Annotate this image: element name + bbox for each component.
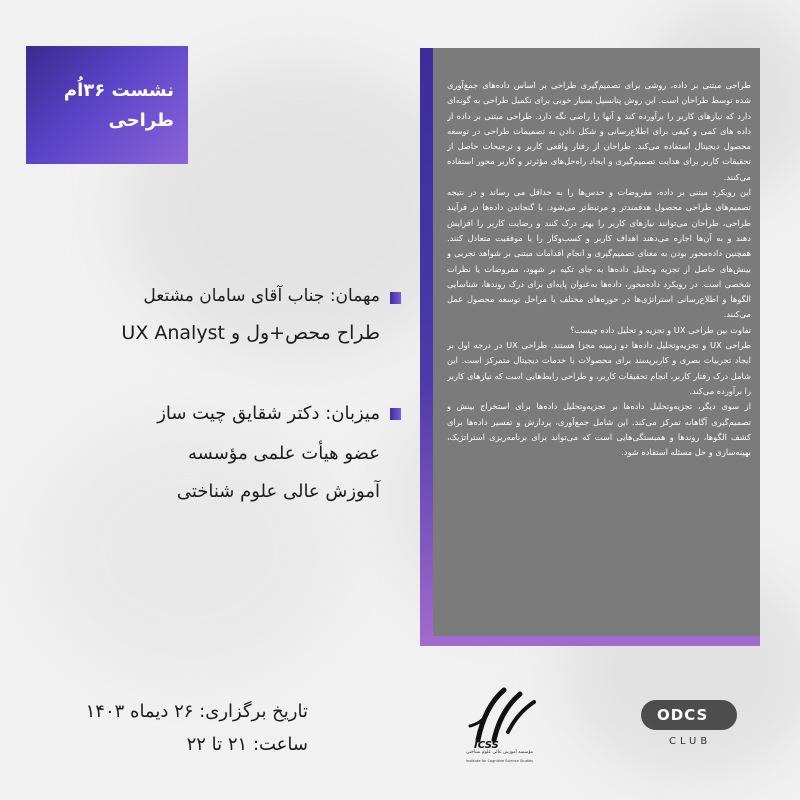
icss-caption-en: Institute for Cognitive Science Studies (466, 759, 533, 763)
guest-bullet (390, 292, 401, 304)
article-paragraph: تفاوت بین طراحی UX و تجزیه و تحلیل داده چیست؟ (570, 324, 751, 335)
host-bullet (390, 408, 401, 420)
host-position: عضو هیأت علمی مؤسسه (187, 443, 380, 464)
host-name: میزبان: دکتر شقایق چیت ساز (157, 403, 380, 424)
host-institute: آموزش عالی علوم شناختی (176, 481, 380, 502)
guest-title: طراح محص+ول و UX Analyst (121, 322, 380, 344)
odcs-club-label: CLUB (669, 736, 712, 747)
icss-wordmark: ICSS (474, 740, 499, 750)
session-number: نشست ۳۶اُم (63, 80, 174, 101)
odcs-club-logo (641, 700, 741, 760)
article-paragraph: طراحی مبتنی بر داده، روشی برای تصمیم‌گیری طراحی بر اساس داده‌های جمع‌آوری شده توسط طراحان است. این روش پتانسیل بسیار خوبی برای تکمیل طراحی به گونه‌ای دارد که نیازهای کاربر را برآورده کند و آنها را راضی نگه دارد. طراحی مبتنی بر داده از داده های کمی و کیفی برای اطلاع‌رسانی و شکل دادن به تصمیمات طراحی در توسعه محصول دیجیتال استفاده می‌کند. طراحان از رفتار واقعی کاربر و ترجیحات حاصل از تحقیقات کاربر برای هدایت تصمیم‌گیری و ایجاد راه‌حل‌های مؤثرتر و کاربر محور استفاده می‌کنند. (447, 80, 751, 182)
event-time: ساعت: ۲۱ تا ۲۲ (186, 734, 308, 755)
article-text (447, 78, 751, 618)
icss-logo (448, 680, 548, 790)
article-paragraph: از سوی دیگر، تجزیه‌وتحلیل داده‌ها بر تجزیه‌وتحلیل داده‌ها برای استخراج بینش و تصمیم‌گیری آگاهانه تمرکز می‌کند. این شامل جمع‌آوری، پردازش و تفسیر داده‌ها برای کشف الگوها، روندها و همبستگی‌هایی است که می‌تواند برای برنامه‌ریزی استراتژیک، بهینه‌سازی و حل مسئله استفاده شود. (447, 401, 751, 458)
odcs-letters: ODCS (657, 706, 709, 724)
icss-emblem-icon (448, 680, 548, 750)
event-date: تاریخ برگزاری: ۲۶ دیماه ۱۴۰۳ (85, 701, 308, 722)
session-badge (26, 46, 188, 164)
article-paragraph: طراحی UX و تجزیه‌وتحلیل داده‌ها دو زمینه مجزا هستند. طراحی UX در درجه اول بر ایجاد تجربیات بصری و کاربرپسند برای محصولات یا خدمات دیجیتال متمرکز است. این شامل درک رفتار کاربر، انجام تحقیقات کاربر، و طراحی رابط‌هایی است که نیازهای کاربر را برآورده می‌کند. (447, 340, 751, 396)
session-topic: طراحی (108, 110, 174, 131)
icss-caption: مؤسسه آموزش عالی علوم شناختی (466, 750, 534, 755)
article-paragraph: این رویکرد مبتنی بر داده، مفروضات و حدس‌ها را به حداقل می رساند و در نتیجه تصمیم‌های طراحی محصول هدفمندتر و مرتبط‌تر می‌شود. با گنجاندن داده‌ها در فرآیند طراحی، طراحان می‌توانند نیازهای کاربر را بهتر درک کنند و رضایت کاربر را افزایش دهند و به آن‌ها اجازه می‌دهند اهداف کاربر و کسب‌وکار را با موفقیت متعادل کنند. همچنین داده‌محور بودن به معنای تصمیم‌گیری و انجام اقدامات مبتنی بر شواهد تجربی و بینش‌های حاصل از تجزیه وتحلیل داده‌ها به جای تکیه بر شهود، مفروضات یا نظرات شخصی است. در رویکرد داده‌محور، داده‌ها به‌عنوان پایه‌ای برای درک روندها، شناسایی الگوها و اطلاع‌رسانی استراتژی‌ها در حوزه‌های مختلف یا مراحل توسعه محصول عمل می‌کنند. (447, 187, 751, 320)
guest-name: مهمان: جناب آقای سامان مشتعل (143, 286, 380, 306)
